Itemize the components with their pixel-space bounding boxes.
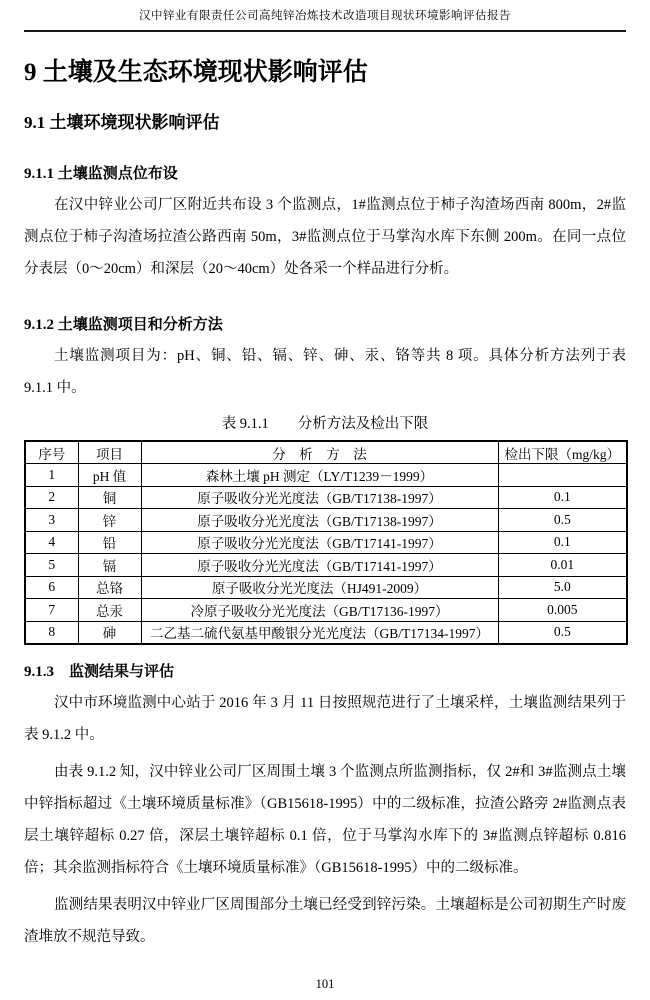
table-cell: 原子吸收分光光度法（GB/T17141-1997） — [141, 554, 498, 577]
table-cell: 0.5 — [498, 509, 627, 532]
table-row — [25, 554, 627, 577]
table-row — [25, 599, 627, 622]
paragraph-monitoring-items: 土壤监测项目为：pH、铜、铅、镉、锌、砷、汞、铬等共 8 项。具体分析方法列于表 9.1.1 中。 — [24, 348, 626, 396]
table-cell: 8 — [25, 621, 78, 644]
table-cell: 原子吸收分光光度法（GB/T17138-1997） — [141, 509, 498, 532]
table-cell: 0.005 — [498, 599, 627, 622]
analysis-methods-table — [24, 440, 628, 645]
table-cell: 砷 — [78, 621, 141, 644]
table-cell: 原子吸收分光光度法（HJ491-2009） — [141, 576, 498, 599]
table-cell: 总汞 — [78, 599, 141, 622]
section-title-9-1: 9.1 土壤环境现状影响评估 — [24, 113, 220, 132]
table-cell: 0.5 — [498, 621, 627, 644]
paragraph-sampling: 汉中市环境监测中心站于 2016 年 3 月 11 日按照规范进行了土壤采样，土壤监测结果列于表 9.1.2 中。 — [24, 694, 626, 743]
table-header-cell-index: 序号 — [25, 441, 78, 464]
table-cell: 4 — [25, 531, 78, 554]
table-row — [25, 486, 627, 509]
chapter-title: 9 土壤及生态环境现状影响评估 — [24, 59, 368, 86]
paragraph-results: 由表 9.1.2 知，汉中锌业公司厂区周围土壤 3 个监测点所监测指标，仅 2#和 3#监测点土壤中锌指标超过《土壤环境质量标准》（GB15618-1995）中的二级标准，拉渣公路旁 2#监测点表层土壤锌超标 0.27 倍，深层土壤锌超标 0.1 倍，位于马掌沟水库下的 3#监测点锌超标 0.816 倍；其余监测指标符合《土壤环境质量标准》（GB15618-1995）中的二级标准。 — [24, 763, 626, 876]
paragraph-monitoring-points: 在汉中锌业公司厂区附近共布设 3 个监测点，1#监测点位于柿子沟渣场西南 800m，2#监测点位于柿子沟渣场拉渣公路西南 50m，3#监测点位于马掌沟水库下东侧 200m。在同一点位分表层（0～20cm）和深层（20～40cm）处各采一个样品进行分析。 — [24, 197, 626, 277]
table-cell: 铜 — [78, 486, 141, 509]
table-cell: 森林土壤 pH 测定（LY/T1239－1999） — [141, 464, 498, 487]
table-cell: 锌 — [78, 509, 141, 532]
table-row — [25, 509, 627, 532]
paragraph-conclusion: 监测结果表明汉中锌业厂区周围部分土壤已经受到锌污染。土壤超标是公司初期生产时废渣堆放不规范导致。 — [24, 896, 626, 945]
table-cell: 原子吸收分光光度法（GB/T17138-1997） — [141, 486, 498, 509]
table-row — [25, 531, 627, 554]
table-cell: 3 — [25, 509, 78, 532]
table-cell: 5 — [25, 554, 78, 577]
table-header-cell-item: 项目 — [78, 441, 141, 464]
table-cell: 7 — [25, 599, 78, 622]
page-body — [0, 56, 650, 953]
subsection-title-9-1-1: 9.1.1 土壤监测点位布设 — [24, 166, 178, 182]
table-cell: 铅 — [78, 531, 141, 554]
table-header-row — [25, 441, 627, 464]
table-cell: 0.01 — [498, 554, 627, 577]
table-cell: 原子吸收分光光度法（GB/T17141-1997） — [141, 531, 498, 554]
subsection-title-9-1-3: 9.1.3 监测结果与评估 — [24, 663, 175, 680]
table-row — [25, 464, 627, 487]
table-cell: pH 值 — [78, 464, 141, 487]
table-row — [25, 576, 627, 599]
page-number: 101 — [315, 977, 335, 991]
table-cell: 0.1 — [498, 531, 627, 554]
subsection-title-9-1-2: 9.1.2 土壤监测项目和分析方法 — [24, 317, 223, 333]
table-cell — [498, 464, 627, 487]
table-cell: 1 — [25, 464, 78, 487]
table-cell: 镉 — [78, 554, 141, 577]
table-cell: 冷原子吸收分光光度法（GB/T17136-1997） — [141, 599, 498, 622]
table-caption: 表 9.1.1 分析方法及检出下限 — [221, 416, 429, 432]
table-cell: 二乙基二硫代氨基甲酸银分光光度法（GB/T17134-1997） — [141, 621, 498, 644]
table-cell: 6 — [25, 576, 78, 599]
table-header-cell-limit: 检出下限（mg/kg） — [498, 441, 627, 464]
table-cell: 5.0 — [498, 576, 627, 599]
table-header-cell-method: 分 析 方 法 — [141, 441, 498, 464]
running-header: 汉中锌业有限责任公司高纯锌冶炼技术改造项目现状环境影响评估报告 — [24, 0, 626, 32]
table-row — [25, 621, 627, 644]
table-cell: 总铬 — [78, 576, 141, 599]
table-cell: 2 — [25, 486, 78, 509]
table-cell: 0.1 — [498, 486, 627, 509]
